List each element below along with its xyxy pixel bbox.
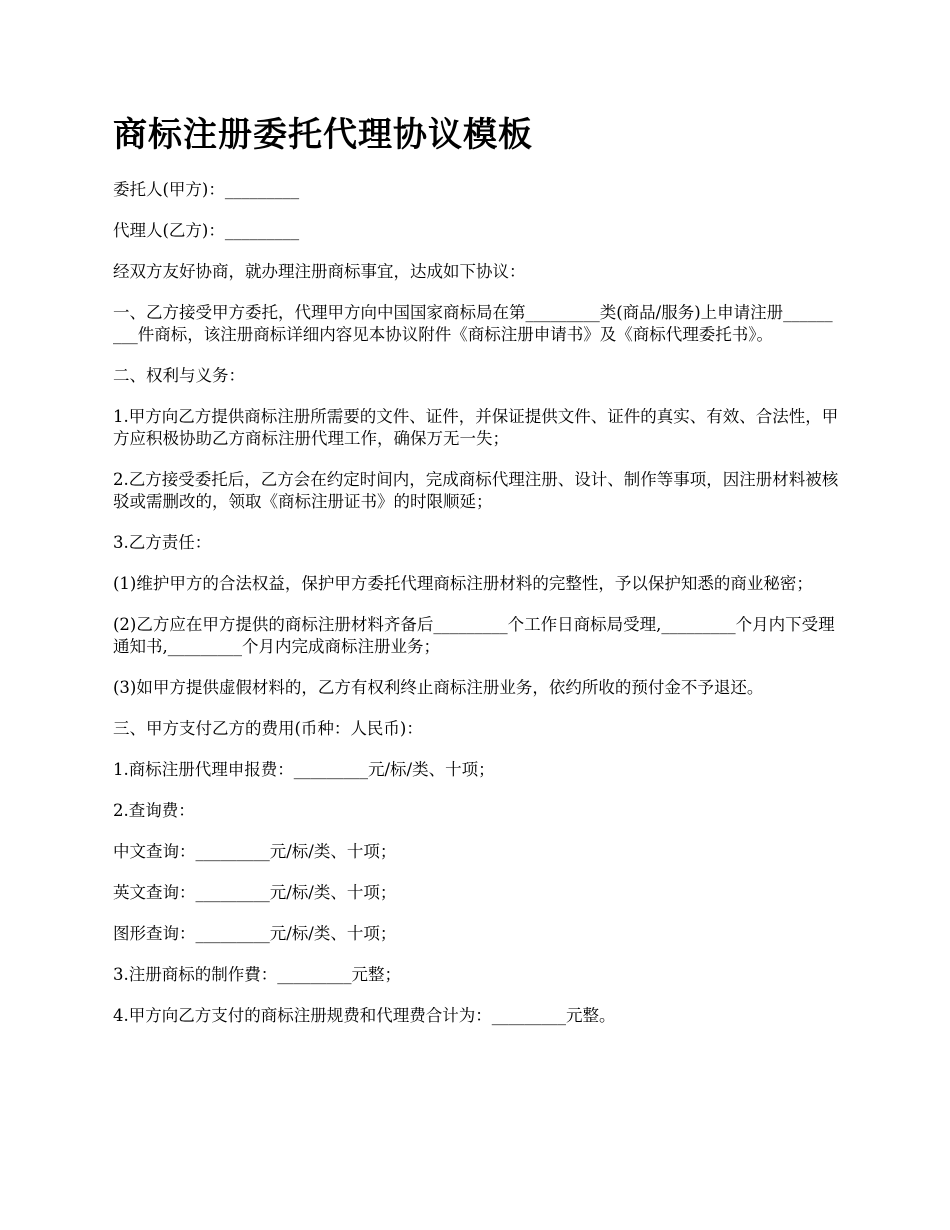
section-fees-heading: 三、甲方支付乙方的费用(币种：人民币)： <box>113 719 423 738</box>
agent-party-line: 代理人(乙方)：_________ <box>113 221 300 240</box>
responsibility-1: (1)维护甲方的合法权益，保护甲方委托代理商标注册材料的完整性，予以保护知悉的商业秘密； <box>113 574 813 593</box>
principal-party-line: 委托人(甲方)：_________ <box>113 180 300 199</box>
fee-chinese-query: 中文查询：_________元/标/类、十项； <box>113 842 397 861</box>
rights-item-2: 2.乙方接受委托后，乙方会在约定时间内，完成商标代理注册、设计、制作等事项，因注册材料被核驳或需删改的，领取《商标注册证书》的时限顺延； <box>113 470 839 511</box>
rights-item-1: 1.甲方向乙方提供商标注册所需要的文件、证件，并保证提供文件、证件的真实、有效、合法性，甲方应积极协助乙方商标注册代理工作，确保万无一失； <box>113 407 839 448</box>
preamble: 经双方友好协商，就办理注册商标事宜，达成如下协议： <box>113 262 526 281</box>
clause-one: 一、乙方接受甲方委托，代理甲方向中国国家商标局在第_________类(商品/服务)上申请注册_________件商标，该注册商标详细内容见本协议附件《商标注册申请书》及《商标代理委托书》。 <box>113 303 833 344</box>
rights-item-3: 3.乙方责任： <box>113 533 212 552</box>
fee-item-2: 2.查询费： <box>113 801 195 820</box>
fee-item-1: 1.商标注册代理申报费：_________元/标/类、十项； <box>113 760 495 779</box>
section-rights-heading: 二、权利与义务： <box>113 366 245 385</box>
responsibility-3: (3)如甲方提供虚假材料的，乙方有权利终止商标注册业务，依约所收的预付金不予退还。 <box>113 678 764 697</box>
fee-item-3: 3.注册商标的制作費：_________元整； <box>113 965 401 984</box>
fee-english-query: 英文查询：_________元/标/类、十项； <box>113 883 397 902</box>
fee-graphic-query: 图形查询：_________元/标/类、十项； <box>113 924 397 943</box>
document-title: 商标注册委托代理协议模板 <box>113 115 533 155</box>
fee-item-4: 4.甲方向乙方支付的商标注册规费和代理费合计为：_________元整。 <box>113 1006 616 1025</box>
responsibility-2: (2)乙方应在甲方提供的商标注册材料齐备后_________个工作日商标局受理,_________个月内下受理通知书,_________个月内完成商标注册业务； <box>113 615 835 656</box>
